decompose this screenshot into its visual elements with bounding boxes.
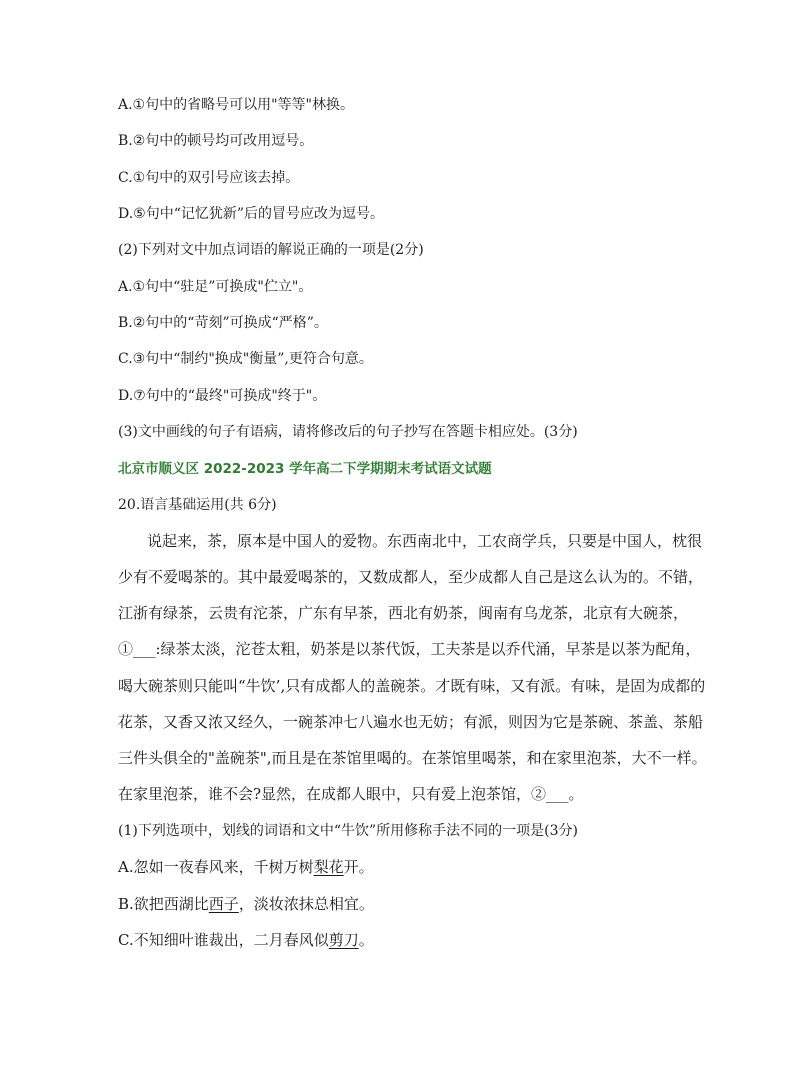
option-text: 开。 bbox=[343, 858, 374, 876]
passage-line: 花茶，又香又浓又经久，一碗茶冲七八遍水也无妨；有派，则因为它是茶碗、茶盖、茶船 bbox=[118, 713, 704, 731]
option-c: C.①句中的双引号应该去掉。 bbox=[118, 170, 300, 186]
q20-1-option-b bbox=[118, 894, 751, 914]
q2-option-a: A.①句中“驻足”可换成"伫立"。 bbox=[118, 279, 313, 295]
option-d: D.⑤句中“记忆犹新”后的冒号应改为逗号。 bbox=[118, 206, 385, 222]
underlined-word: 西子 bbox=[208, 895, 239, 913]
passage-line: 说起来，茶，原本是中国人的爱物。东西南北中，工农商学兵，只要是中国人，枕很 bbox=[147, 532, 703, 550]
question-2-stem: (2)下列对文中加点词语的解说正确的一项是(2分) bbox=[118, 242, 424, 258]
question-20-1-stem: (1)下列选项中，划线的词语和文中“牛饮”所用修称手法不同的一项是(3分) bbox=[118, 823, 578, 839]
option-a: A.①句中的省略号可以用"等等"林换。 bbox=[118, 97, 354, 113]
passage-line: 江浙有绿茶，云贵有沱茶，广东有早茶，西北有奶茶，闽南有乌龙茶，北京有大碗茶， bbox=[118, 604, 689, 622]
passage-line: 喝大碗茶则只能叫“牛饮’,只有成都人的盖碗茶。才既有味，又有派。有味，是固为成都的 bbox=[118, 677, 706, 695]
section-heading: 北京市顺义区 2022-2023 学年高二下学期期末考试语文试题 bbox=[118, 461, 492, 477]
q2-option-d: D.⑦句中的“最终"可换成"终于"。 bbox=[118, 388, 327, 404]
question-3-stem: (3)文中画线的句子有语病，请将修改后的句子抄写在答题卡相应处。(3分) bbox=[118, 424, 578, 440]
q2-option-c: C.③句中“制约"换成"衡量”,更符合句意。 bbox=[118, 351, 373, 367]
passage-line: ①___:绿茶太淡，沱苍太粗，奶茶是以茶代饭，工夫茶是以乔代涌，早茶是以茶为配角， bbox=[118, 640, 701, 658]
q2-option-b: B.②句中的“苛刻”可换成“严格”。 bbox=[118, 315, 328, 331]
option-text: 。 bbox=[358, 931, 374, 949]
underlined-word: 剪刀 bbox=[328, 931, 359, 949]
passage-line: 三件头俱全的"盖碗茶",而且是在茶馆里喝的。在茶馆里喝茶，和在家里泡茶，大不一样。 bbox=[118, 749, 707, 767]
passage-line: 在家里泡茶，谁不会?显然，在成都人眼中，只有爱上泡茶馆，②___。 bbox=[118, 785, 584, 803]
passage-line: 少有不爱喝茶的。其中最爱喝茶的，又数成都人，至少成都人自己是这么认为的。不错， bbox=[118, 568, 704, 586]
option-text: C.不知细叶谁裁出，二月春风似 bbox=[118, 931, 329, 949]
q20-1-option-c bbox=[118, 930, 751, 950]
option-b: B.②句中的顿号均可改用逗号。 bbox=[118, 133, 314, 149]
q20-1-option-a bbox=[118, 857, 751, 877]
underlined-word: 梨花 bbox=[313, 858, 344, 876]
option-text: A.忽如一夜春风来，千树万树 bbox=[118, 858, 314, 876]
option-text: ，淡妆浓抹总相宜。 bbox=[238, 895, 374, 913]
question-20-title: 20.语言基础运用(共 6分) bbox=[118, 497, 277, 513]
option-text: B.欲把西湖比 bbox=[118, 895, 209, 913]
